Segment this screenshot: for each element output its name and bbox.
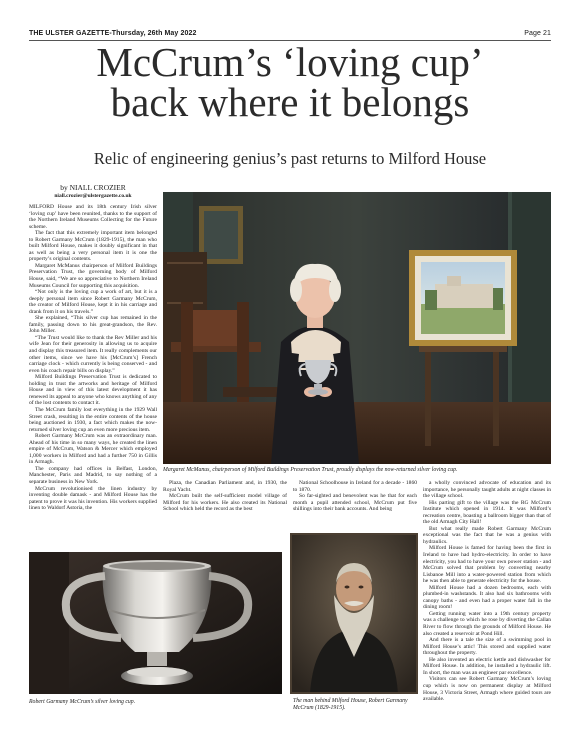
byline — [29, 183, 157, 199]
article-paragraph: But what really made Robert Garmany McCrum exceptional was the fact that he was a genius with hydraulics. — [423, 525, 551, 545]
article-paragraph: And there is a tale the size of a swimming pool in Milford House’s attic! This stored and supplied water throughout the property. — [423, 637, 551, 657]
subheadline: Relic of engineering genius’s past returns to Milford House — [93, 149, 487, 168]
caption-cup-photo: Robert Garmany McCrum’s silver loving cup. — [29, 699, 136, 705]
article-paragraph: She explained, “This silver cup has remained in the family, passing down to his great-grandson, the Rev. John Miller. — [29, 315, 157, 335]
article-paragraph: McCrum revolutionised the linen industry by inventing double damask - and Milford House has the patent to prove it was his invention. His workers supplied linen to Waldorf Astoria, the — [29, 485, 157, 512]
article-paragraph: The company had offices in Belfast, London, Manchester, Paris and Madrid, to say nothing of a separate business in New York. — [29, 465, 157, 485]
article-paragraph: Visitors can see Robert Garmany McCrum’s loving cup which is now on permanent display at Milford House, 3 Victoria Street, Armagh where guided tours are available. — [423, 676, 551, 703]
article-paragraph: MILFORD House and its 18th century Irish silver ‘loving cup’ have been reunited, thanks to the support of the Northern Ireland Museums Collecting for the Future scheme. — [29, 204, 157, 230]
article-paragraph: Getting running water into a 19th century property was a challenge to which he rose by diverting the Callan River to flow through the grounds of Milford House. He also created a reservoir at Pond Hill. — [423, 610, 551, 637]
article-paragraph: Plaza, the Canadian Parliament and, in 1930, the Royal Yacht. — [163, 480, 287, 493]
article-paragraph: Milford Buildings Preservation Trust is dedicated to holding in trust the artworks and heritage of Milford House and in view of this latest development it has renewed its appeal to anyone who knows anything of any of the lost contents to contact it. — [29, 374, 157, 407]
caption-main-photo: Margaret McManus, chairperson of Milford Buildings Preservation Trust, proudly displays the now-returned silver loving cup. — [163, 467, 458, 473]
article-column-1 — [29, 204, 157, 540]
article-paragraph: McCrum built the self-sufficient model village of Milford for his workers. He also created its National School which held the record as the best — [163, 493, 287, 513]
photo-silver-loving-cup — [29, 552, 282, 694]
article-paragraph: His parting gift to the village was the RG McCrum Institute which opened in 1914. It was Milford’s recreation centre, boasting a ballroom bigger than that of the old Armagh City Hall! — [423, 499, 551, 526]
article-paragraph: The McCrum family lost everything in the 1929 Wall Street crash, resulting in the entire contents of the house being auctioned in 1930, a fact which makes the now-returned silver loving cup an even more precious item. — [29, 406, 157, 433]
article-column-4 — [423, 480, 551, 712]
byline-author: by NIALL CROZIER — [60, 183, 126, 192]
article-paragraph: Milford House is famed for having been the first in Ireland to have had hydro-electricity. In order to have electricity, you had to have your own power station - and McCrum solved that problem by converting nearby Lisbanoe Mill into a water-powered station from which he was then able to generate electricity for the house. — [423, 545, 551, 585]
article-paragraph: “Not only is the loving cup a work of art, but it is a deeply personal item since Robert Garmany McCrum, the creator of Milford House, kept it in his carriage and drank from it on his travels.” — [29, 289, 157, 315]
article-paragraph: Milford House had a dozen bedrooms, each with plumbed-in washstands. It also had six bathrooms with canopy baths - and even had a proper water fall in the dining room! — [423, 584, 551, 611]
photo-main-illustration — [163, 192, 551, 464]
article-paragraph: a wholly convinced advocate of education and its importance, he personally taught adults at night classes in the village school. — [423, 480, 551, 500]
portrait-robert-garmany-mccrum — [290, 533, 418, 694]
photo-cup-illustration — [29, 552, 282, 694]
portrait-illustration — [290, 533, 418, 694]
article-paragraph: He also invented an electric kettle and dishwasher for Milford House. In addition, he installed a hydraulic lift. In short, the man was an engineer par excellence. — [423, 656, 551, 676]
article-paragraph: Margaret McManus chairperson of Milford Buildings Preservation Trust, the governing body of Milford House, said, “We are so appreciative to Northern Ireland Museums Council for supporting this acquisition. — [29, 262, 157, 289]
article-paragraph: Robert Garmany McCrum was an extraordinary man. Ahead of his time in so many ways, he created the linen empire of McCrum, Watson & Mercer which employed 1,000 workers in Milford and had a further 750 in Gillis in Armagh. — [29, 433, 157, 466]
article-paragraph: National Schoolhouse in Ireland for a decade - 1860 to 1870. — [293, 480, 417, 493]
byline-email: niall.crozier@ulstergazette.co.uk — [54, 193, 132, 199]
masthead-paper-date: THE ULSTER GAZETTE-Thursday, 26th May 2022 — [29, 30, 197, 37]
article-paragraph: The fact that this extremely important item belonged to Robert Garmany McCrum (1829-1915), the man who built Milford House, makes it doubly significant in that as well as being a very personal item it is one the property’s original contents. — [29, 230, 157, 263]
caption-portrait: The man behind Milford House, Robert Garmany McCrum (1829-1915). — [293, 698, 408, 711]
article-paragraph: “The Trust would like to thank the Rev Miller and his wife Jean for their generosity in allowing us to acquire and display this treasured item. It really complements our other items, since we have his [McCrum’s] French carriage clock - which currently is being conserved - and even his coach repair bills on display.” — [29, 334, 157, 374]
article-column-3 — [293, 480, 417, 540]
article-column-2 — [163, 480, 287, 550]
headline — [29, 39, 551, 125]
headline-line-1: McCrum’s ‘loving cup’ — [96, 39, 484, 85]
article-paragraph: So far-sighted and benevolent was he that for each month a pupil attended school, McCrum put five shillings into their bank accounts. And being — [293, 493, 417, 513]
masthead-page-number: Page 21 — [524, 30, 551, 37]
headline-line-2: back where it belongs — [110, 79, 470, 125]
photo-margaret-mcmanus-with-cup — [163, 192, 551, 464]
